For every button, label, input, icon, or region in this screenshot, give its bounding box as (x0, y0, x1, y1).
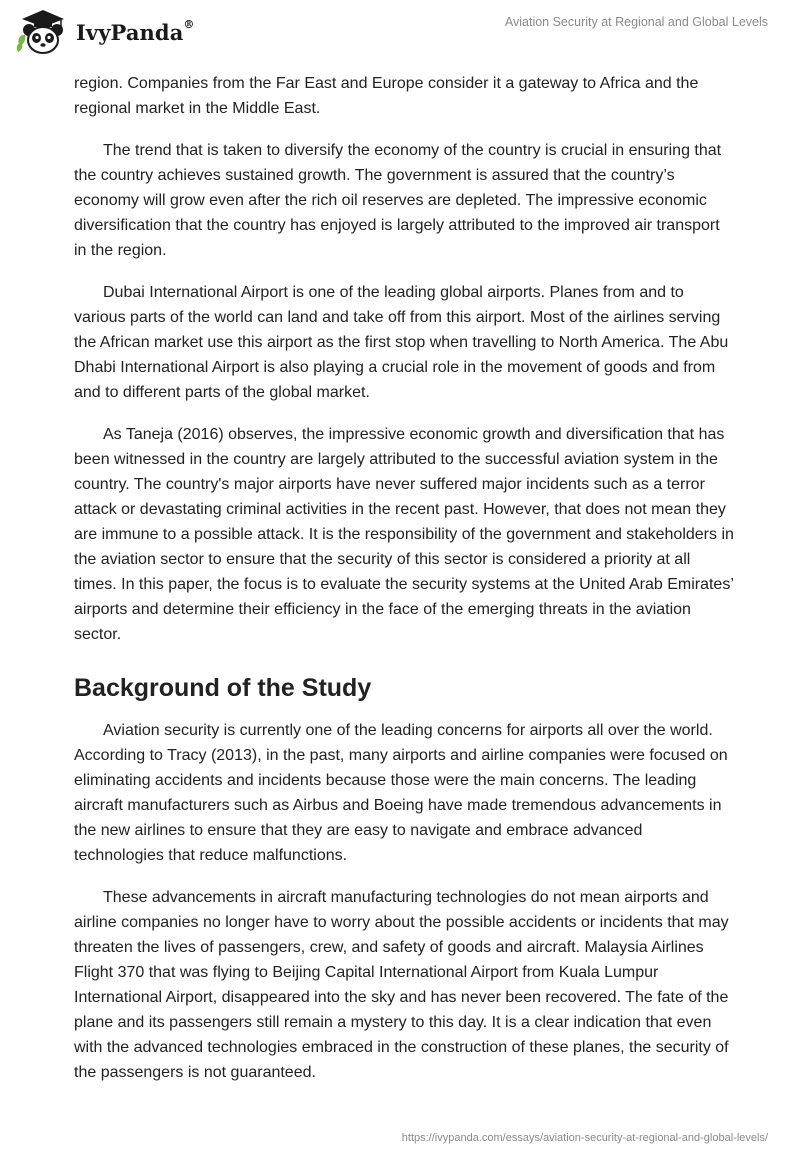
ivypanda-logo[interactable] (14, 8, 195, 56)
source-url[interactable]: https://ivypanda.com/essays/aviation-security-at-regional-and-global-levels/ (401, 1132, 768, 1144)
essay-body (74, 71, 734, 1102)
page-header (0, 0, 800, 70)
section-heading: Background of the Study (74, 674, 372, 702)
registered-mark: ® (183, 17, 195, 31)
paragraph-continued: region. Companies from the Far East and Europe consider it a gateway to Africa and the regional market in the Middle East. (74, 75, 699, 117)
paragraph-advancements: These advancements in aircraft manufacturing technologies do not mean airports and airline companies no longer have to worry about the possible accidents or incidents that may threaten the lives of passengers, crew, and safety of goods and aircraft. Malaysia Airlines Flight 370 that was flying to Beijing Capital International Airport from Kuala Lumpur International Airport, disappeared into the sky and has never been recovered. The fate of the plane and its passengers still remain a mystery to this day. It is a clear indication that even with the advanced technologies embraced in the construction of these planes, the security of the passengers is not guaranteed. (74, 889, 729, 1081)
paragraph-taneja: As Taneja (2016) observes, the impressive economic growth and diversification that has been witnessed in the country are largely attributed to the successful aviation system in the country. The country's major airports have never suffered major incidents such as a terror attack or devastating criminal activities in the recent past. However, that does not mean they are immune to a possible attack. It is the responsibility of the government and stakeholders in the aviation sector to ensure that the security of this sector is considered a priority at all times. In this paper, the focus is to evaluate the security systems at the United Arab Emirates’ airports and determine their efficiency in the face of the emerging threats in the aviation sector. (74, 426, 734, 643)
paragraph-diversification: The trend that is taken to diversify the economy of the country is crucial in ensuring that the country achieves sustained growth. The government is assured that the country’s economy will grow even after the rich oil reserves are depleted. The impressive economic diversification that the country has enjoyed is largely attributed to the improved air transport in the region. (74, 142, 722, 259)
panda-graduate-icon (14, 8, 72, 56)
paragraph-dubai-airport: Dubai International Airport is one of the leading global airports. Planes from and to various parts of the world can land and take off from this airport. Most of the airlines serving the African market use this airport as the first stop when travelling to North America. The Abu Dhabi International Airport is also playing a crucial role in the movement of goods and from and to different parts of the global market. (74, 284, 729, 401)
paragraph-aviation-security: Aviation security is currently one of the leading concerns for airports all over the world. According to Tracy (2013), in the past, many airports and airline companies were focused on eliminating accidents and incidents because those were the main concerns. The leading aircraft manufacturers such as Airbus and Boeing have made tremendous advancements in the new airlines to ensure that they are easy to navigate and embrace advanced technologies that reduce malfunctions. (74, 722, 728, 864)
brand-name: IvyPanda® (76, 17, 195, 45)
document-title: Aviation Security at Regional and Global Levels (504, 15, 768, 29)
